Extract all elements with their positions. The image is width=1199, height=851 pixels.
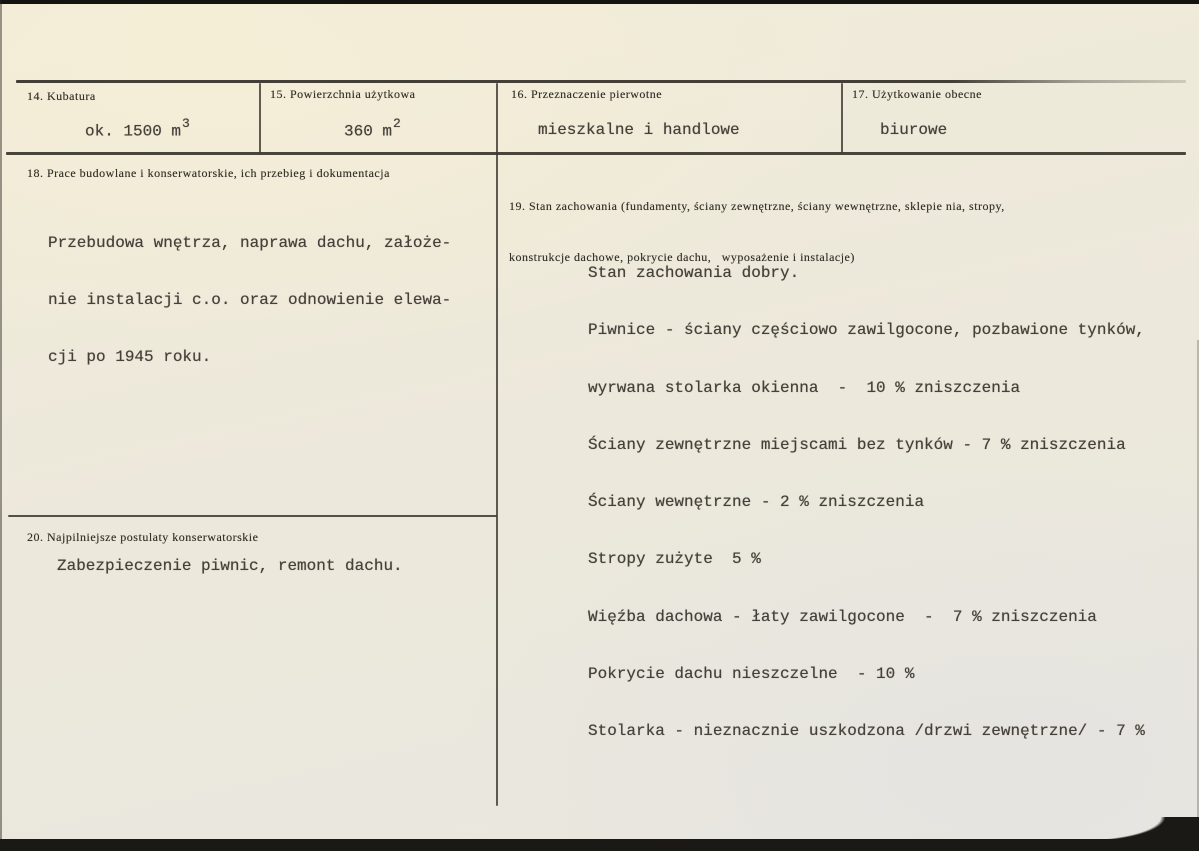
field-15-value-text: 360 m xyxy=(344,122,393,141)
field-17-value: biurowe xyxy=(880,121,948,139)
divider-col-16-17 xyxy=(841,83,843,153)
field-17-label: 17. Użytkowanie obecne xyxy=(852,87,982,101)
field-19-text xyxy=(588,227,1145,779)
field-15-value xyxy=(344,118,401,140)
field-19-line: Pokrycie dachu nieszczelne - 10 % xyxy=(588,665,915,684)
rule-above-field-20 xyxy=(8,515,497,517)
field-19-line: wyrwana stolarka okienna - 10 % zniszczenia xyxy=(588,378,1021,397)
field-19-line: Ściany zewnętrzne miejscami bez tynków - 7 % zniszczenia xyxy=(588,435,1126,454)
paper-corner-curl xyxy=(1079,817,1199,851)
field-19-line: Stan zachowania dobry. xyxy=(588,264,800,282)
field-18-text xyxy=(48,197,451,404)
field-18-line: nie instalacji c.o. oraz odnowienie elewa- xyxy=(48,291,452,309)
field-20-value: Zabezpieczenie piwnic, remont dachu. xyxy=(57,557,403,575)
field-19-line: Ściany wewnętrzne - 2 % zniszczenia xyxy=(588,493,925,512)
photo-edge-top xyxy=(0,0,1199,4)
field-18-line: cji po 1945 roku. xyxy=(48,348,212,366)
field-16-value: mieszkalne i handlowe xyxy=(538,121,740,139)
field-14-superscript: 3 xyxy=(182,116,190,131)
field-18-label: 18. Prace budowlane i konserwatorskie, ich przebieg i dokumentacja xyxy=(27,166,390,180)
field-19-label-line: konstrukcje dachowe, pokrycie dachu, wyposażenie i instalacje) xyxy=(509,250,855,264)
field-19-line: Stolarka - nieznacznie uszkodzona /drzwi zewnętrzne/ - 7 % xyxy=(588,722,1145,741)
field-19-line: Piwnice - ściany częściowo zawilgocone, pozbawione tynków, xyxy=(588,321,1145,340)
field-14-value-text: ok. 1500 m xyxy=(85,122,182,141)
field-15-label: 15. Powierzchnia użytkowa xyxy=(270,87,416,101)
field-19-line: Więźba dachowa - łaty zawilgocone - 7 % zniszczenia xyxy=(588,607,1097,626)
field-18-line: Przebudowa wnętrza, naprawa dachu, założe- xyxy=(48,234,452,252)
photo-edge-left xyxy=(0,0,2,851)
field-20-label: 20. Najpilniejsze postulaty konserwatorskie xyxy=(27,530,259,544)
field-14-value xyxy=(85,118,190,140)
rule-row1-bottom xyxy=(6,152,1186,155)
field-15-superscript: 2 xyxy=(393,116,401,131)
rule-top xyxy=(16,80,1186,83)
field-16-label: 16. Przeznaczenie pierwotne xyxy=(511,87,663,101)
divider-main-vertical xyxy=(496,83,498,806)
divider-col-14-15 xyxy=(259,83,261,153)
field-14-label: 14. Kubatura xyxy=(27,89,96,103)
field-19-line: Stropy zużyte 5 % xyxy=(588,550,761,569)
field-19-label-line: 19. Stan zachowania (fundamenty, ściany zewnętrzne, ściany wewnętrzne, sklepie nia, stropy, xyxy=(509,199,1005,213)
photo-edge-bottom xyxy=(0,839,1199,851)
